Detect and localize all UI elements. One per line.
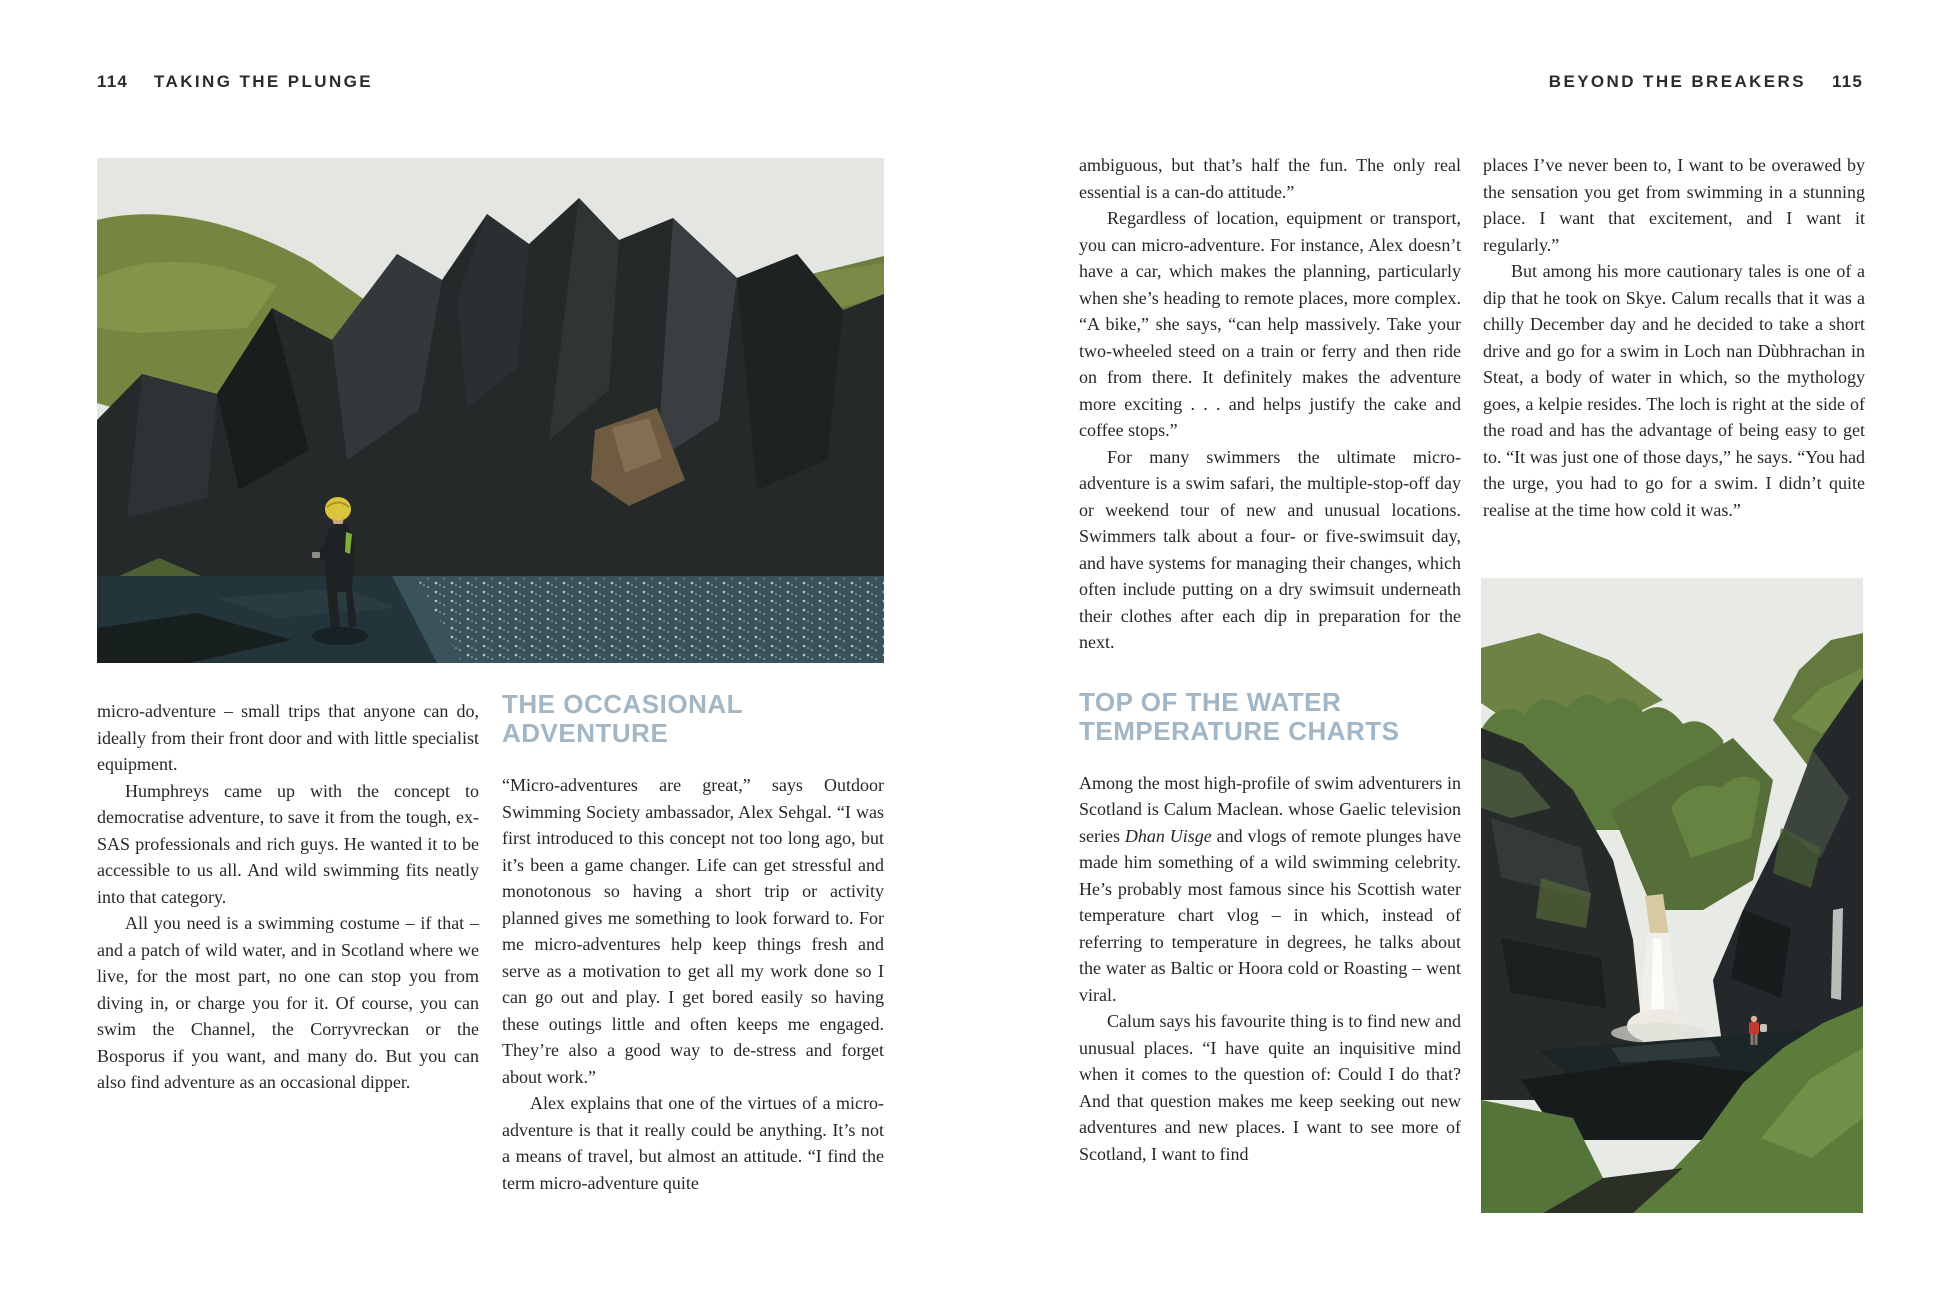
body-paragraph: For many swimmers the ultimate micro-adventure is a swim safari, the multiple-stop-off day or weekend tour of new and unusual locations. Swimmers talk about a four- or five-swimsuit day, and have systems for managing their changes, which often include putting on a dry swimsuit underneath their clothes after each dip in preparation for the next. bbox=[1079, 446, 1461, 652]
body-paragraph: ambiguous, but that’s half the fun. The only real essential is a can-do attitude.” bbox=[1079, 155, 1461, 202]
paragraph-text: Among the most high-profile of swim adventurers in Scotland is Calum Maclean. whose Gaelic television series bbox=[1079, 772, 1461, 846]
running-header-left bbox=[97, 72, 373, 92]
page115-column-1 bbox=[1079, 152, 1461, 1167]
page-number-114: 114 bbox=[97, 72, 129, 91]
quarry-photo-illustration bbox=[97, 158, 884, 663]
running-title-left: TAKING THE PLUNGE bbox=[154, 72, 374, 91]
running-header-right bbox=[1549, 72, 1863, 92]
page114-column-1 bbox=[97, 698, 479, 1096]
body-paragraph bbox=[1079, 770, 1461, 1009]
body-paragraph: micro-adventure – small trips that anyone can do, ideally from their front door and with little specialist equipment. bbox=[97, 701, 479, 774]
section-heading-temperature-charts: TOP OF THE WATER TEMPERATURE CHARTS bbox=[1079, 686, 1400, 746]
page115-column-2 bbox=[1483, 152, 1865, 523]
body-paragraph: places I’ve never been to, I want to be overawed by the sensation you get from swimming in a stunning place. I want that excitement, and I want it regularly.” bbox=[1483, 155, 1865, 255]
waterfall-photo-illustration bbox=[1481, 578, 1863, 1213]
page-number-115: 115 bbox=[1831, 72, 1863, 91]
waterfall-photo bbox=[1481, 578, 1863, 1213]
body-paragraph: Humphreys came up with the concept to democratise adventure, to save it from the tough, ex-SAS professionals and rich guys. He wanted it to be accessible to us all. And wild swimming fits neatly into that category. bbox=[97, 780, 479, 907]
paragraph-text: and vlogs of remote plunges have made him something of a wild swimming celebrity. He’s probably most famous since his Scottish water temperature chart vlog – in which, instead of referring to temperature in degrees, he talks about the water as Baltic or Hoora cold or Roasting – went viral. bbox=[1079, 825, 1462, 1005]
section-heading-occasional-adventure: THE OCCASIONAL ADVENTURE bbox=[502, 689, 743, 748]
quarry-swimmer-photo bbox=[97, 158, 884, 663]
body-paragraph: Alex explains that one of the virtues of a micro-adventure is that it really could be anything. It’s not a means of travel, but almost an attitude. “I find the term micro-adventure quite bbox=[502, 1093, 884, 1193]
page114-column-2 bbox=[502, 690, 884, 1196]
body-paragraph: “Micro-adventures are great,” says Outdoor Swimming Society ambassador, Alex Sehgal. “I was first introduced to this concept not too long ago, but it’s been a game changer. Life can get stressful and monotonous so having a short trip or activity planned gives me something to look forward to. For me micro-adventures help keep things fresh and serve as a motivation to get all my work done so I can go out and play. I get bored easily so having these outings little and often keeps me engaged. They’re also a good way to de-stress and forget about work.” bbox=[502, 775, 884, 1087]
body-paragraph: But among his more cautionary tales is one of a dip that he took on Skye. Calum recalls that it was a chilly December day and he decided to take a short drive and go for a swim in Loch nan Dùbhrachan in Steat, a body of water in which, so the mythology goes, a kelpie resides. The loch is right at the side of the road and has the advantage of being easy to get to. “It was just one of those days,” he says. “You had the urge, you had to go for a swim. I didn’t quite realise at the time how cold it was.” bbox=[1483, 261, 1865, 520]
running-title-right: BEYOND THE BREAKERS bbox=[1548, 72, 1806, 91]
series-title-italic: Dhan Uisge bbox=[1124, 825, 1212, 846]
body-paragraph: Regardless of location, equipment or transport, you can micro-adventure. For instance, Alex doesn’t have a car, which makes the planning, particularly when she’s heading to remote places, more complex. “A bike,” she says, “can help massively. Take your two-wheeled steed on a train or ferry and then ride on from there. It definitely makes the adventure more exciting . . . and helps justify the cake and coffee stops.” bbox=[1079, 208, 1461, 440]
body-paragraph: All you need is a swimming costume – if that – and a patch of wild water, and in Scotland where we live, for the most part, no one can stop you from diving in, or charge you for it. Of course, you can swim the Channel, the Corryvreckan or the Bosporus if you want, and many do. But you can also find adventure as an occasional dipper. bbox=[97, 913, 479, 1092]
body-paragraph: Calum says his favourite thing is to find new and unusual places. “I have quite an inquisitive mind when it comes to the question of: Could I do that? And that question makes me keep seeking out new adventures and new places. I want to see more of Scotland, I want to find bbox=[1079, 1011, 1461, 1164]
